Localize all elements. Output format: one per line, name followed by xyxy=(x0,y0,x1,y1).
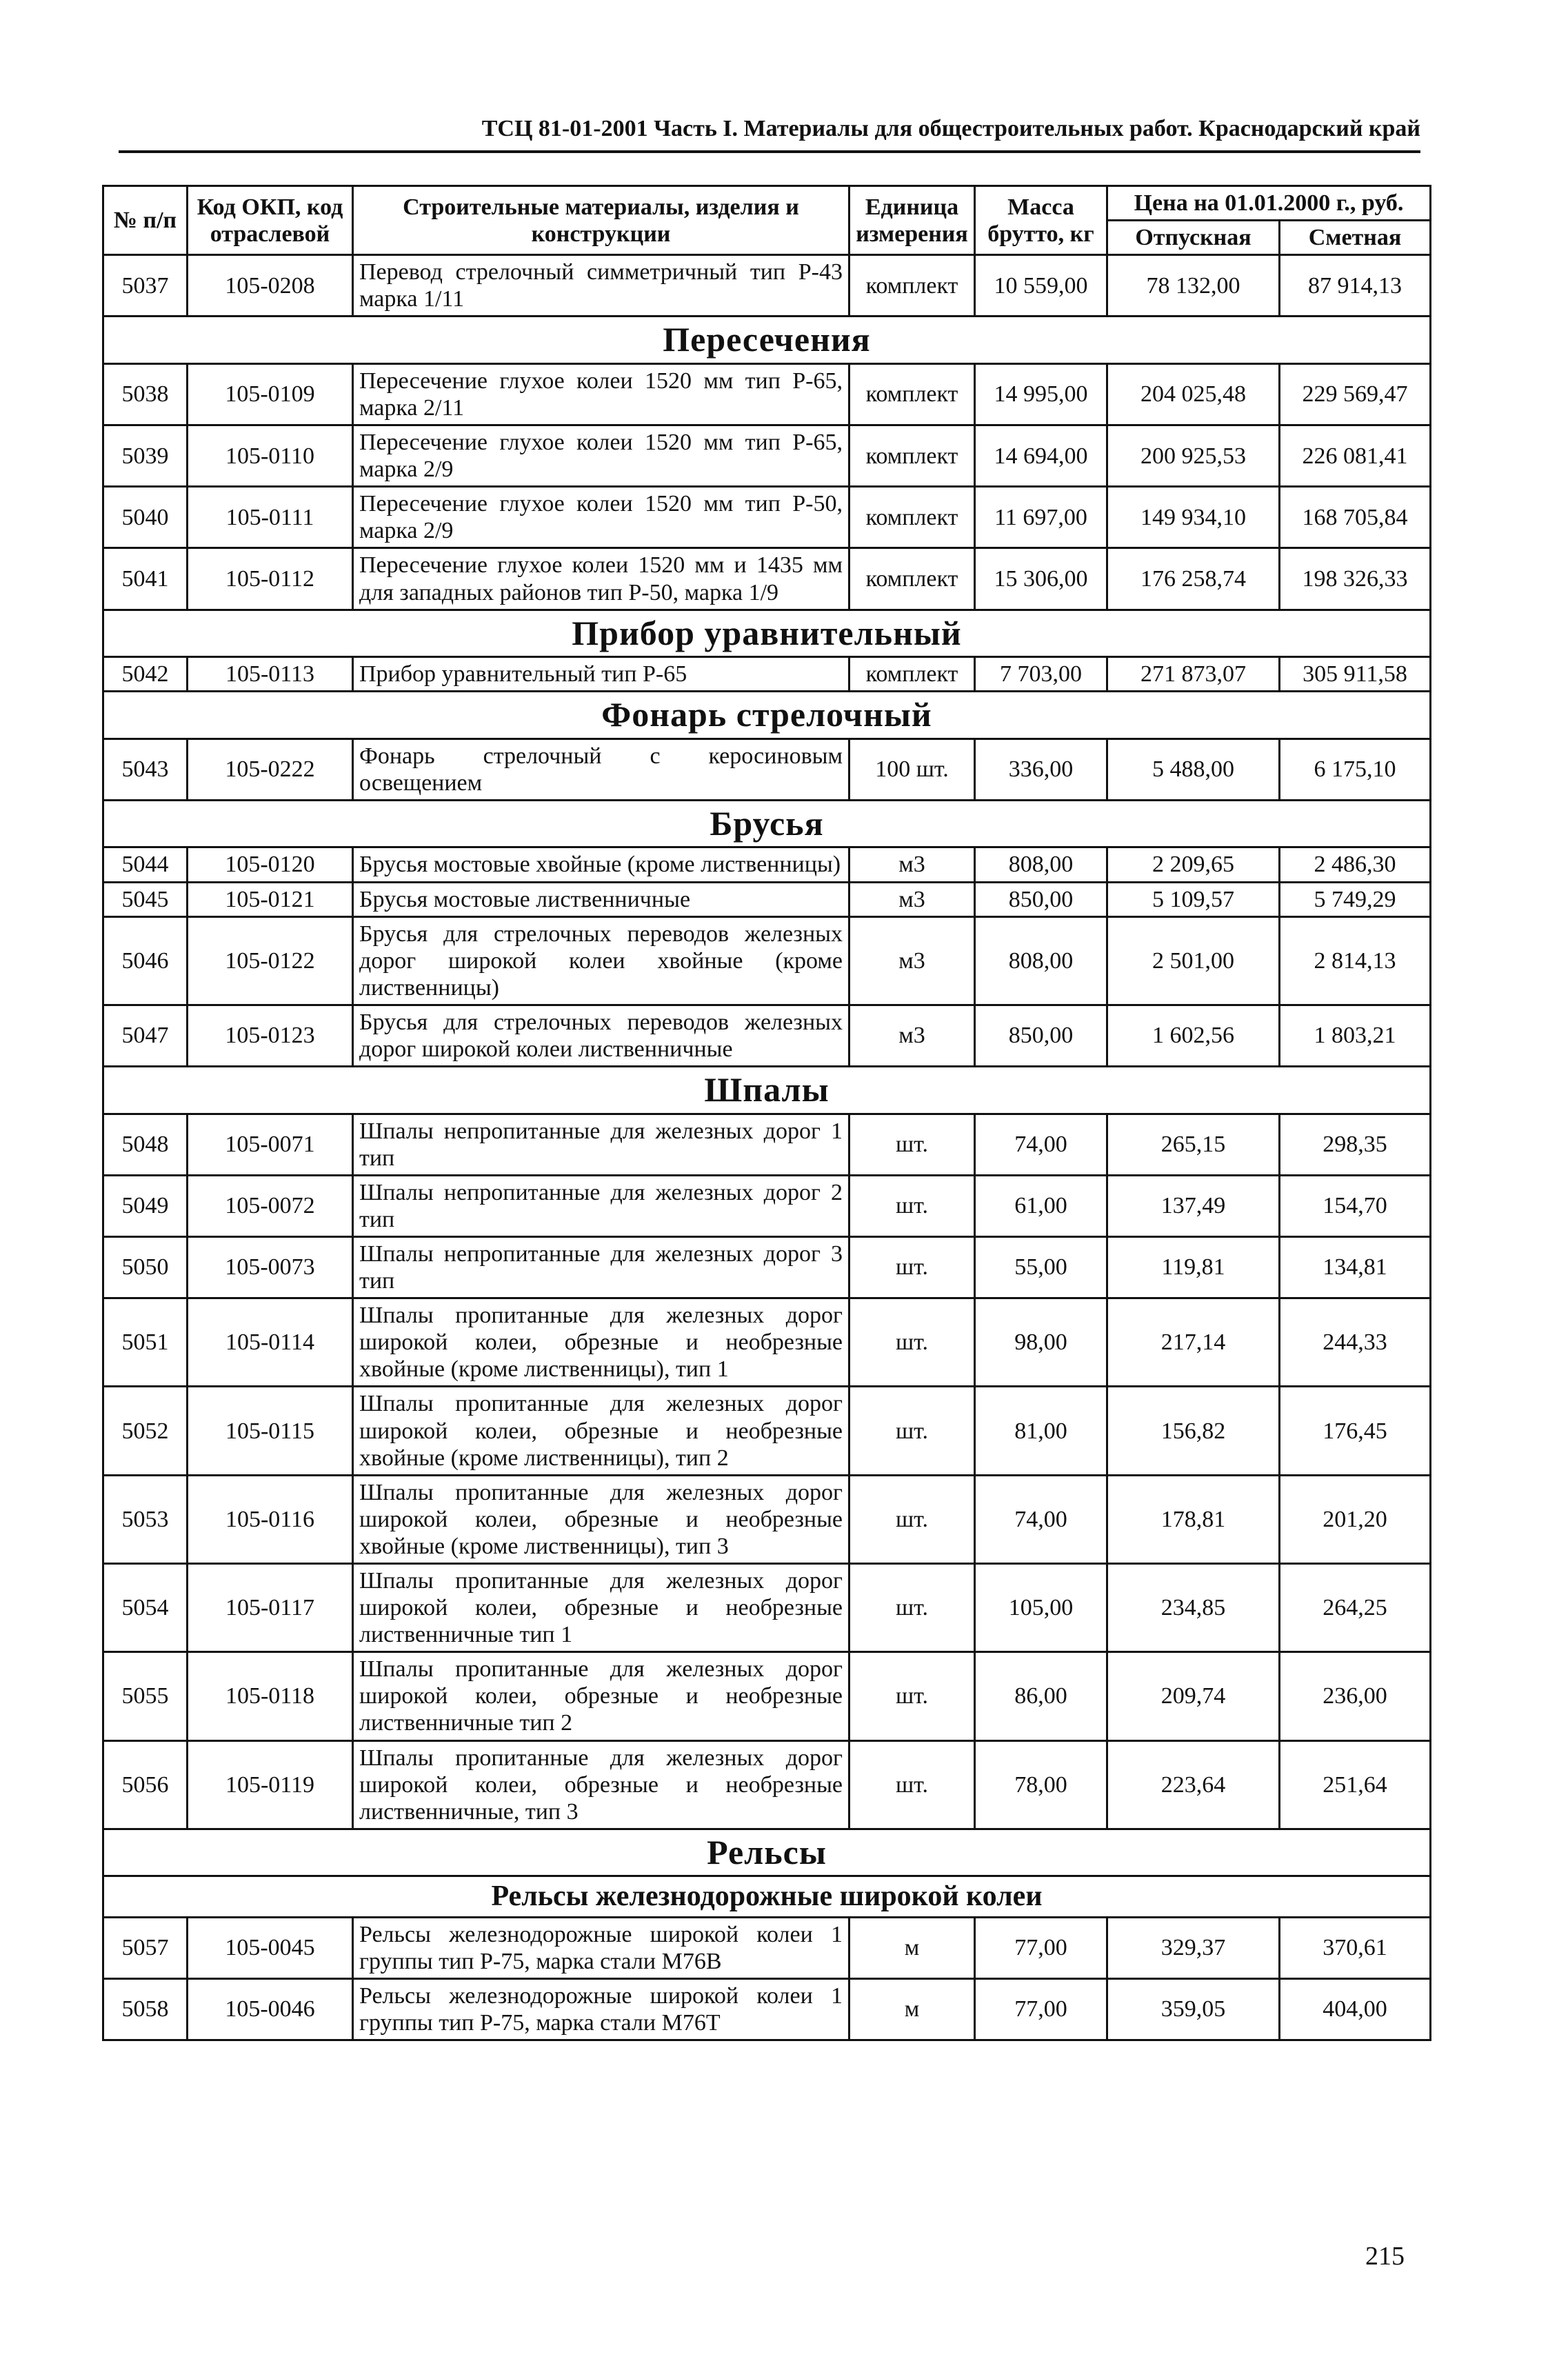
cell-name: Шпалы пропитанные для железных дорог широкой колеи, обрезные и необрезные хвойные (кроме лиственницы), тип 3 xyxy=(353,1475,850,1563)
cell-price-estimate: 226 081,41 xyxy=(1280,425,1431,487)
cell-code: 105-0208 xyxy=(188,255,353,317)
table-header-row xyxy=(103,186,1431,221)
cell-mass: 850,00 xyxy=(975,882,1107,916)
cell-price-release: 223,64 xyxy=(1107,1740,1280,1829)
col-header-price-release: Отпускная xyxy=(1107,221,1280,255)
cell-code: 105-0114 xyxy=(188,1298,353,1387)
cell-name: Брусья мостовые хвойные (кроме лиственницы) xyxy=(353,847,850,882)
cell-price-release: 1 602,56 xyxy=(1107,1005,1280,1066)
cell-unit: м3 xyxy=(850,1005,975,1066)
cell-price-estimate: 176,45 xyxy=(1280,1387,1431,1475)
cell-num: 5044 xyxy=(103,847,188,882)
section-title-sleepers: Шпалы xyxy=(103,1067,1431,1114)
table-row xyxy=(103,1005,1431,1066)
cell-num: 5037 xyxy=(103,255,188,317)
table-row xyxy=(103,847,1431,882)
cell-mass: 15 306,00 xyxy=(975,548,1107,610)
section-row xyxy=(103,1829,1431,1876)
table-row xyxy=(103,1175,1431,1236)
section-row xyxy=(103,317,1431,364)
cell-mass: 98,00 xyxy=(975,1298,1107,1387)
cell-mass: 86,00 xyxy=(975,1652,1107,1740)
cell-unit: комплект xyxy=(850,487,975,548)
cell-name: Шпалы непропитанные для железных дорог 1 тип xyxy=(353,1114,850,1175)
cell-num: 5049 xyxy=(103,1175,188,1236)
cell-price-estimate: 264,25 xyxy=(1280,1563,1431,1651)
cell-name: Фонарь стрелочный с керосиновым освещением xyxy=(353,739,850,800)
cell-code: 105-0109 xyxy=(188,363,353,425)
cell-unit: комплект xyxy=(850,255,975,317)
cell-num: 5050 xyxy=(103,1236,188,1298)
cell-num: 5058 xyxy=(103,1978,188,2040)
table-row xyxy=(103,1236,1431,1298)
cell-num: 5048 xyxy=(103,1114,188,1175)
cell-code: 105-0117 xyxy=(188,1563,353,1651)
col-header-price-group: Цена на 01.01.2000 г., руб. xyxy=(1107,186,1431,221)
cell-unit: шт. xyxy=(850,1387,975,1475)
cell-name: Шпалы пропитанные для железных дорог широкой колеи, обрезные и необрезные хвойные (кроме лиственницы), тип 2 xyxy=(353,1387,850,1475)
cell-mass: 7 703,00 xyxy=(975,657,1107,692)
section-title-beams: Брусья xyxy=(103,800,1431,847)
col-header-unit: Единица измерения xyxy=(850,186,975,255)
cell-price-release: 119,81 xyxy=(1107,1236,1280,1298)
cell-price-release: 265,15 xyxy=(1107,1114,1280,1175)
cell-price-release: 329,37 xyxy=(1107,1917,1280,1978)
cell-mass: 78,00 xyxy=(975,1740,1107,1829)
cell-name: Перевод стрелочный симметричный тип Р-43 марка 1/11 xyxy=(353,255,850,317)
cell-unit: шт. xyxy=(850,1563,975,1651)
cell-price-estimate: 134,81 xyxy=(1280,1236,1431,1298)
cell-unit: м3 xyxy=(850,882,975,916)
cell-num: 5057 xyxy=(103,1917,188,1978)
cell-unit: шт. xyxy=(850,1175,975,1236)
cell-mass: 336,00 xyxy=(975,739,1107,800)
cell-name: Шпалы пропитанные для железных дорог широкой колеи, обрезные и необрезные хвойные (кроме лиственницы), тип 1 xyxy=(353,1298,850,1387)
cell-code: 105-0045 xyxy=(188,1917,353,1978)
cell-mass: 808,00 xyxy=(975,916,1107,1005)
cell-code: 105-0073 xyxy=(188,1236,353,1298)
cell-code: 105-0222 xyxy=(188,739,353,800)
cell-code: 105-0121 xyxy=(188,882,353,916)
cell-price-release: 5 109,57 xyxy=(1107,882,1280,916)
table-row xyxy=(103,1387,1431,1475)
col-header-name: Строительные материалы, изделия и конструкции xyxy=(353,186,850,255)
cell-price-estimate: 244,33 xyxy=(1280,1298,1431,1387)
cell-mass: 850,00 xyxy=(975,1005,1107,1066)
cell-name: Шпалы непропитанные для железных дорог 3 тип xyxy=(353,1236,850,1298)
cell-price-estimate: 198 326,33 xyxy=(1280,548,1431,610)
table-row xyxy=(103,1652,1431,1740)
cell-unit: м xyxy=(850,1978,975,2040)
cell-price-release: 137,49 xyxy=(1107,1175,1280,1236)
table-row xyxy=(103,1563,1431,1651)
cell-code: 105-0113 xyxy=(188,657,353,692)
table-row xyxy=(103,1475,1431,1563)
cell-code: 105-0120 xyxy=(188,847,353,882)
cell-name: Пересечение глухое колеи 1520 мм тип Р-65, марка 2/9 xyxy=(353,425,850,487)
cell-price-release: 5 488,00 xyxy=(1107,739,1280,800)
cell-name: Брусья для стрелочных переводов железных дорог широкой колеи хвойные (кроме лиственницы) xyxy=(353,916,850,1005)
cell-code: 105-0111 xyxy=(188,487,353,548)
cell-mass: 81,00 xyxy=(975,1387,1107,1475)
table-row xyxy=(103,255,1431,317)
cell-mass: 11 697,00 xyxy=(975,487,1107,548)
cell-code: 105-0071 xyxy=(188,1114,353,1175)
cell-price-estimate: 1 803,21 xyxy=(1280,1005,1431,1066)
cell-price-estimate: 251,64 xyxy=(1280,1740,1431,1829)
col-header-price-estimate: Сметная xyxy=(1280,221,1431,255)
cell-code: 105-0122 xyxy=(188,916,353,1005)
cell-price-release: 2 209,65 xyxy=(1107,847,1280,882)
col-header-num: № п/п xyxy=(103,186,188,255)
cell-price-estimate: 168 705,84 xyxy=(1280,487,1431,548)
cell-name: Рельсы железнодорожные широкой колеи 1 группы тип Р-75, марка стали М76В xyxy=(353,1917,850,1978)
cell-price-release: 156,82 xyxy=(1107,1387,1280,1475)
table-row xyxy=(103,1114,1431,1175)
cell-price-estimate: 2 814,13 xyxy=(1280,916,1431,1005)
cell-price-estimate: 154,70 xyxy=(1280,1175,1431,1236)
cell-unit: шт. xyxy=(850,1298,975,1387)
cell-name: Пересечение глухое колеи 1520 мм и 1435 мм для западных районов тип Р-50, марка 1/9 xyxy=(353,548,850,610)
section-title-crossings: Пересечения xyxy=(103,317,1431,364)
cell-num: 5051 xyxy=(103,1298,188,1387)
page-number: 215 xyxy=(1365,2242,1405,2271)
table-row xyxy=(103,548,1431,610)
cell-price-estimate: 305 911,58 xyxy=(1280,657,1431,692)
cell-num: 5047 xyxy=(103,1005,188,1066)
cell-price-estimate: 370,61 xyxy=(1280,1917,1431,1978)
cell-name: Шпалы непропитанные для железных дорог 2 тип xyxy=(353,1175,850,1236)
cell-name: Шпалы пропитанные для железных дорог широкой колеи, обрезные и необрезные лиственничные тип 1 xyxy=(353,1563,850,1651)
section-title-rails: Рельсы xyxy=(103,1829,1431,1876)
cell-price-release: 359,05 xyxy=(1107,1978,1280,2040)
header-rule xyxy=(119,150,1420,153)
cell-unit: 100 шт. xyxy=(850,739,975,800)
cell-mass: 10 559,00 xyxy=(975,255,1107,317)
cell-price-estimate: 404,00 xyxy=(1280,1978,1431,2040)
cell-name: Пересечение глухое колеи 1520 мм тип Р-50, марка 2/9 xyxy=(353,487,850,548)
cell-mass: 77,00 xyxy=(975,1917,1107,1978)
cell-num: 5054 xyxy=(103,1563,188,1651)
cell-unit: м3 xyxy=(850,916,975,1005)
table-row xyxy=(103,657,1431,692)
subsection-title-rails-wide: Рельсы железнодорожные широкой колеи xyxy=(103,1876,1431,1917)
cell-mass: 105,00 xyxy=(975,1563,1107,1651)
running-header: ТСЦ 81-01-2001 Часть I. Материалы для общестроительных работ. Краснодарский край xyxy=(481,116,1420,141)
cell-num: 5053 xyxy=(103,1475,188,1563)
cell-unit: шт. xyxy=(850,1114,975,1175)
cell-price-estimate: 229 569,47 xyxy=(1280,363,1431,425)
section-row xyxy=(103,692,1431,739)
cell-unit: шт. xyxy=(850,1740,975,1829)
cell-price-estimate: 87 914,13 xyxy=(1280,255,1431,317)
cell-num: 5042 xyxy=(103,657,188,692)
cell-num: 5038 xyxy=(103,363,188,425)
table-row xyxy=(103,739,1431,800)
section-title-lantern: Фонарь стрелочный xyxy=(103,692,1431,739)
cell-price-release: 209,74 xyxy=(1107,1652,1280,1740)
cell-num: 5043 xyxy=(103,739,188,800)
cell-price-estimate: 6 175,10 xyxy=(1280,739,1431,800)
table-row xyxy=(103,1740,1431,1829)
table-row xyxy=(103,1298,1431,1387)
table-row xyxy=(103,487,1431,548)
cell-num: 5052 xyxy=(103,1387,188,1475)
cell-num: 5041 xyxy=(103,548,188,610)
cell-price-release: 178,81 xyxy=(1107,1475,1280,1563)
subsection-row xyxy=(103,1876,1431,1917)
cell-unit: комплект xyxy=(850,548,975,610)
section-row xyxy=(103,1067,1431,1114)
cell-name: Пересечение глухое колеи 1520 мм тип Р-65, марка 2/11 xyxy=(353,363,850,425)
cell-mass: 74,00 xyxy=(975,1114,1107,1175)
cell-code: 105-0118 xyxy=(188,1652,353,1740)
cell-price-release: 234,85 xyxy=(1107,1563,1280,1651)
cell-code: 105-0116 xyxy=(188,1475,353,1563)
cell-price-release: 217,14 xyxy=(1107,1298,1280,1387)
cell-unit: шт. xyxy=(850,1652,975,1740)
col-header-code: Код ОКП, код отраслевой xyxy=(188,186,353,255)
cell-unit: комплект xyxy=(850,425,975,487)
cell-code: 105-0119 xyxy=(188,1740,353,1829)
col-header-mass: Масса брутто, кг xyxy=(975,186,1107,255)
cell-num: 5055 xyxy=(103,1652,188,1740)
cell-name: Рельсы железнодорожные широкой колеи 1 группы тип Р-75, марка стали М76Т xyxy=(353,1978,850,2040)
cell-mass: 55,00 xyxy=(975,1236,1107,1298)
cell-mass: 808,00 xyxy=(975,847,1107,882)
section-title-equalizer: Прибор уравнительный xyxy=(103,610,1431,657)
cell-code: 105-0110 xyxy=(188,425,353,487)
table-row xyxy=(103,363,1431,425)
cell-unit: комплект xyxy=(850,657,975,692)
cell-price-release: 204 025,48 xyxy=(1107,363,1280,425)
cell-code: 105-0046 xyxy=(188,1978,353,2040)
cell-price-estimate: 201,20 xyxy=(1280,1475,1431,1563)
table-row xyxy=(103,882,1431,916)
cell-unit: шт. xyxy=(850,1236,975,1298)
cell-code: 105-0112 xyxy=(188,548,353,610)
cell-unit: шт. xyxy=(850,1475,975,1563)
cell-price-release: 200 925,53 xyxy=(1107,425,1280,487)
table-row xyxy=(103,1978,1431,2040)
cell-price-estimate: 2 486,30 xyxy=(1280,847,1431,882)
cell-mass: 14 995,00 xyxy=(975,363,1107,425)
table-row xyxy=(103,916,1431,1005)
cell-code: 105-0072 xyxy=(188,1175,353,1236)
cell-mass: 74,00 xyxy=(975,1475,1107,1563)
cell-name: Шпалы пропитанные для железных дорог широкой колеи, обрезные и необрезные лиственничные тип 2 xyxy=(353,1652,850,1740)
section-row xyxy=(103,800,1431,847)
cell-unit: м xyxy=(850,1917,975,1978)
cell-price-release: 78 132,00 xyxy=(1107,255,1280,317)
cell-name: Прибор уравнительный тип Р-65 xyxy=(353,657,850,692)
section-row xyxy=(103,610,1431,657)
cell-num: 5045 xyxy=(103,882,188,916)
cell-price-release: 176 258,74 xyxy=(1107,548,1280,610)
table-row xyxy=(103,1917,1431,1978)
cell-unit: комплект xyxy=(850,363,975,425)
cell-price-release: 149 934,10 xyxy=(1107,487,1280,548)
cell-num: 5056 xyxy=(103,1740,188,1829)
cell-price-estimate: 298,35 xyxy=(1280,1114,1431,1175)
cell-name: Брусья мостовые лиственничные xyxy=(353,882,850,916)
cell-mass: 14 694,00 xyxy=(975,425,1107,487)
materials-price-table xyxy=(102,185,1431,2041)
cell-mass: 77,00 xyxy=(975,1978,1107,2040)
cell-unit: м3 xyxy=(850,847,975,882)
cell-code: 105-0123 xyxy=(188,1005,353,1066)
cell-price-release: 2 501,00 xyxy=(1107,916,1280,1005)
cell-code: 105-0115 xyxy=(188,1387,353,1475)
cell-mass: 61,00 xyxy=(975,1175,1107,1236)
cell-price-estimate: 5 749,29 xyxy=(1280,882,1431,916)
cell-name: Брусья для стрелочных переводов железных дорог широкой колеи лиственничные xyxy=(353,1005,850,1066)
cell-num: 5046 xyxy=(103,916,188,1005)
cell-name: Шпалы пропитанные для железных дорог широкой колеи, обрезные и необрезные лиственничные, тип 3 xyxy=(353,1740,850,1829)
cell-price-estimate: 236,00 xyxy=(1280,1652,1431,1740)
cell-price-release: 271 873,07 xyxy=(1107,657,1280,692)
table-row xyxy=(103,425,1431,487)
cell-num: 5039 xyxy=(103,425,188,487)
cell-num: 5040 xyxy=(103,487,188,548)
